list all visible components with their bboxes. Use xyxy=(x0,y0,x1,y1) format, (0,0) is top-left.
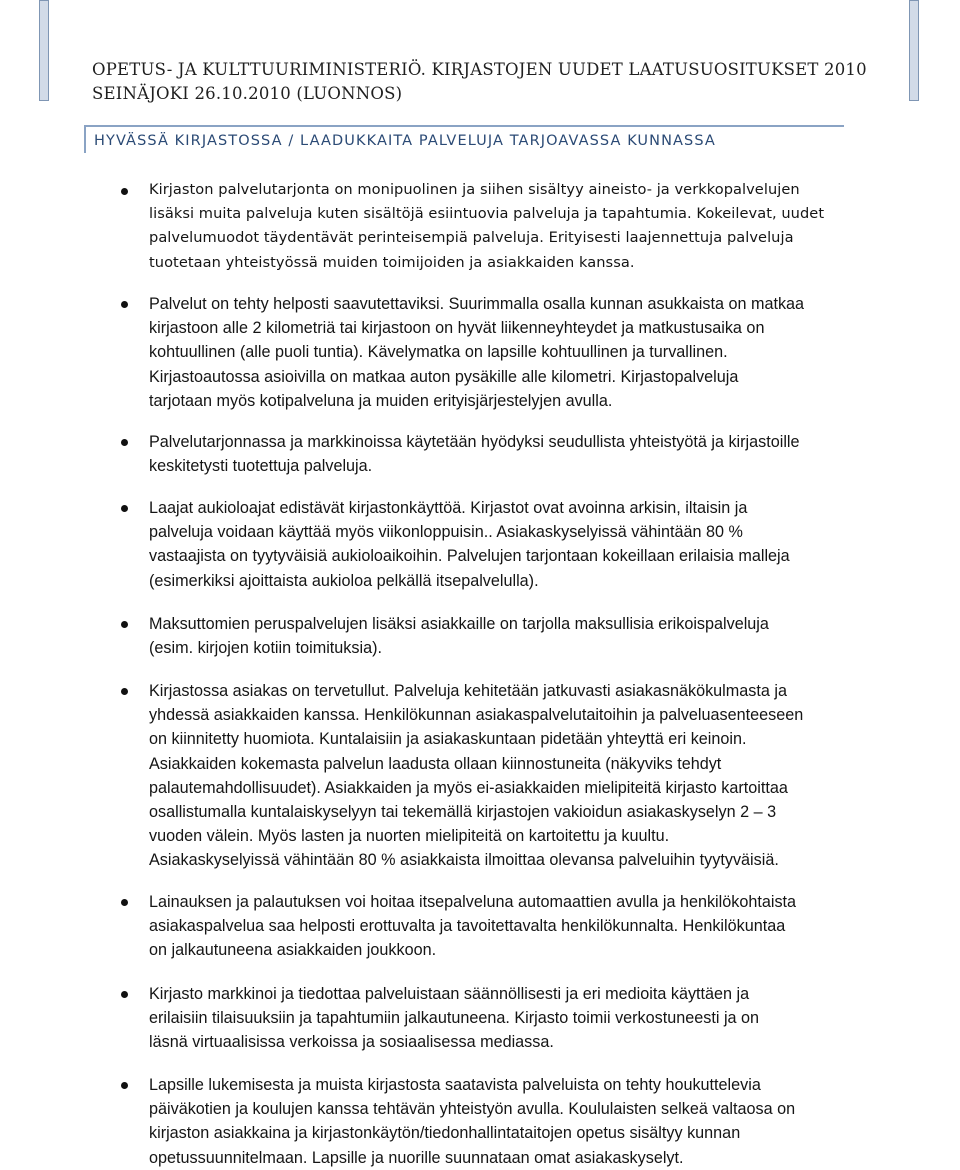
text-line: yhdessä asiakkaiden kanssa. Henkilökunnan asiakaspalvelutaitoihin ja palveluasenteeseen xyxy=(149,706,804,725)
text-line: Lainauksen ja palautuksen voi hoitaa itsepalveluna automaattien avulla ja henkilökohtaista xyxy=(149,893,797,911)
bullet-icon xyxy=(121,301,128,308)
text-line: palautemahdollisuudet). Asiakkaiden ja myös ei-asiakkaiden mielipiteitä kirjasto kartoittaa xyxy=(149,778,788,797)
text-line: läsnä virtuaalisissa verkoissa ja sosiaalisessa mediassa. xyxy=(149,1033,554,1052)
text-line: (esimerkiksi ajoittaista aukioloa pelkällä itsepalvelulla). xyxy=(149,571,539,590)
bullet-icon xyxy=(121,505,128,512)
text-line: palveluja voidaan käyttää myös viikonloppuisin.. Asiakaskyselyissä vähintään 80 % xyxy=(149,523,743,542)
list-item-text xyxy=(149,1073,889,1170)
text-line: asiakaspalvelua saa helposti erottuvalta ja tavoitettavalta henkilökunnalta. Henkilökuntaa xyxy=(149,917,786,936)
bullet-icon xyxy=(121,188,128,195)
text-line: vuoden välein. Myös lasten ja nuorten mielipiteitä on kartoitettu ja kuultu. xyxy=(149,827,670,846)
text-line: keskitetysti tuotettuja palveluja. xyxy=(149,457,373,476)
header-title-line: OPETUS- JA KULTTUURIMINISTERIÖ. KIRJASTOJEN UUDET LAATUSUOSITUKSET 2010 xyxy=(92,60,867,79)
text-line: palvelumuodot täydentävät perinteisempiä palveluja. Erityisesti laajennettuja palveluja xyxy=(149,229,794,247)
list-item-text xyxy=(149,612,889,660)
text-line: tuotetaan yhteistyössä muiden toimijoiden ja asiakkaiden kanssa. xyxy=(149,253,635,271)
text-line: Lapsille lukemisesta ja muista kirjastosta saatavista palveluista on tehty houkuttelevia xyxy=(149,1076,761,1094)
text-line: erilaisiin tilaisuuksiin ja tapahtumiin jalkautuneena. Kirjasto toimii verkostuneesti ja on xyxy=(149,1009,760,1028)
bullet-icon xyxy=(121,621,128,628)
bullet-icon xyxy=(121,991,128,998)
list-item-text xyxy=(149,982,889,1055)
text-line: Asiakkaiden kokemasta palvelun laadusta ollaan kiinnostuneita (näkyviks tehdyt xyxy=(149,754,722,773)
text-line: osallistumalla kuntalaiskyselyyn tai tekemällä kirjastojen vakioidun asiakaskyselyn 2 – 3 xyxy=(149,803,777,822)
section-heading: HYVÄSSÄ KIRJASTOSSA / LAADUKKAITA PALVELUJA TARJOAVASSA KUNNASSA xyxy=(94,133,716,149)
bullet-icon xyxy=(121,688,128,695)
bullet-icon xyxy=(121,439,128,446)
list-item-text xyxy=(149,496,889,593)
document-header xyxy=(92,58,867,106)
text-line: Kirjasto markkinoi ja tiedottaa palveluistaan säännöllisesti ja eri medioita käyttäen ja xyxy=(149,985,750,1003)
text-line: kohtuullinen (alle puoli tuntia). Kävelymatka on lapsille kohtuullinen ja turvallinen. xyxy=(149,343,728,362)
text-line: kirjastoon alle 2 kilometriä tai kirjastoon on hyvät liikenneyhteydet ja matkustusaika on xyxy=(149,319,765,338)
text-line: on kiinnitetty huomiota. Kuntalaisiin ja asiakaskuntaan pidetään yhteyttä eri keinoin. xyxy=(149,730,747,749)
text-line: kirjaston asiakkaina ja kirjastonkäytön/tiedonhallintataitojen opetus sisältyy kunnan xyxy=(149,1124,741,1143)
list-item-text xyxy=(149,679,889,873)
text-line: Laajat aukioloajat edistävät kirjastonkäyttöä. Kirjastot ovat avoinna arkisin, iltaisin ja xyxy=(149,499,748,517)
text-line: Kirjastossa asiakas on tervetullut. Palveluja kehitetään jatkuvasti asiakasnäkökulmasta ja xyxy=(149,682,787,700)
text-line: Maksuttomien peruspalvelujen lisäksi asiakkaille on tarjolla maksullisia erikoispalveluja xyxy=(149,615,769,633)
section-heading-box xyxy=(84,125,844,153)
text-line: lisäksi muita palveluja kuten sisältöjä esiintuovia palveluja ja tapahtumia. Kokeilevat, uudet xyxy=(149,205,825,223)
text-line: Palvelutarjonnassa ja markkinoissa käytetään hyödyksi seudullista yhteistyötä ja kirjastoille xyxy=(149,433,800,451)
text-line: Palvelut on tehty helposti saavutettaviksi. Suurimmalla osalla kunnan asukkaista on matkaa xyxy=(149,295,805,313)
text-line: tarjotaan myös kotipalveluna ja muiden erityisjärjestelyjen avulla. xyxy=(149,391,613,410)
bullet-icon xyxy=(121,1082,128,1089)
header-left-decoration-bar xyxy=(39,0,49,101)
text-line: on jalkautuneena asiakkaiden joukkoon. xyxy=(149,941,437,960)
bullet-icon xyxy=(121,899,128,906)
text-line: Kirjastoautossa asioivilla on matkaa auton pysäkille alle kilometri. Kirjastopalveluja xyxy=(149,367,739,386)
header-right-decoration-bar xyxy=(909,0,919,101)
list-item-text xyxy=(149,178,889,275)
text-line: päiväkotien ja koulujen kanssa tehtävän yhteistyön avulla. Koululaisten selkeä valtaosa on xyxy=(149,1100,796,1119)
list-item-text xyxy=(149,430,889,478)
header-date-line: SEINÄJOKI 26.10.2010 (LUONNOS) xyxy=(92,84,403,103)
text-line: vastaajista on tyytyväisiä aukioloaikoihin. Palvelujen tarjontaan kokeillaan erilaisia malleja xyxy=(149,547,790,566)
text-line: (esim. kirjojen kotiin toimituksia). xyxy=(149,639,382,658)
text-line: opetussuunnitelmaan. Lapsille ja nuorille suunnataan omat asiakaskyselyt. xyxy=(149,1148,684,1167)
list-item-text xyxy=(149,890,889,963)
text-line: Kirjaston palvelutarjonta on monipuolinen ja siihen sisältyy aineisto- ja verkkopalvelujen xyxy=(149,181,800,198)
list-item-text xyxy=(149,292,889,413)
text-line: Asiakaskyselyissä vähintään 80 % asiakkaista ilmoittaa olevansa palveluihin tyytyväisiä. xyxy=(149,851,779,870)
